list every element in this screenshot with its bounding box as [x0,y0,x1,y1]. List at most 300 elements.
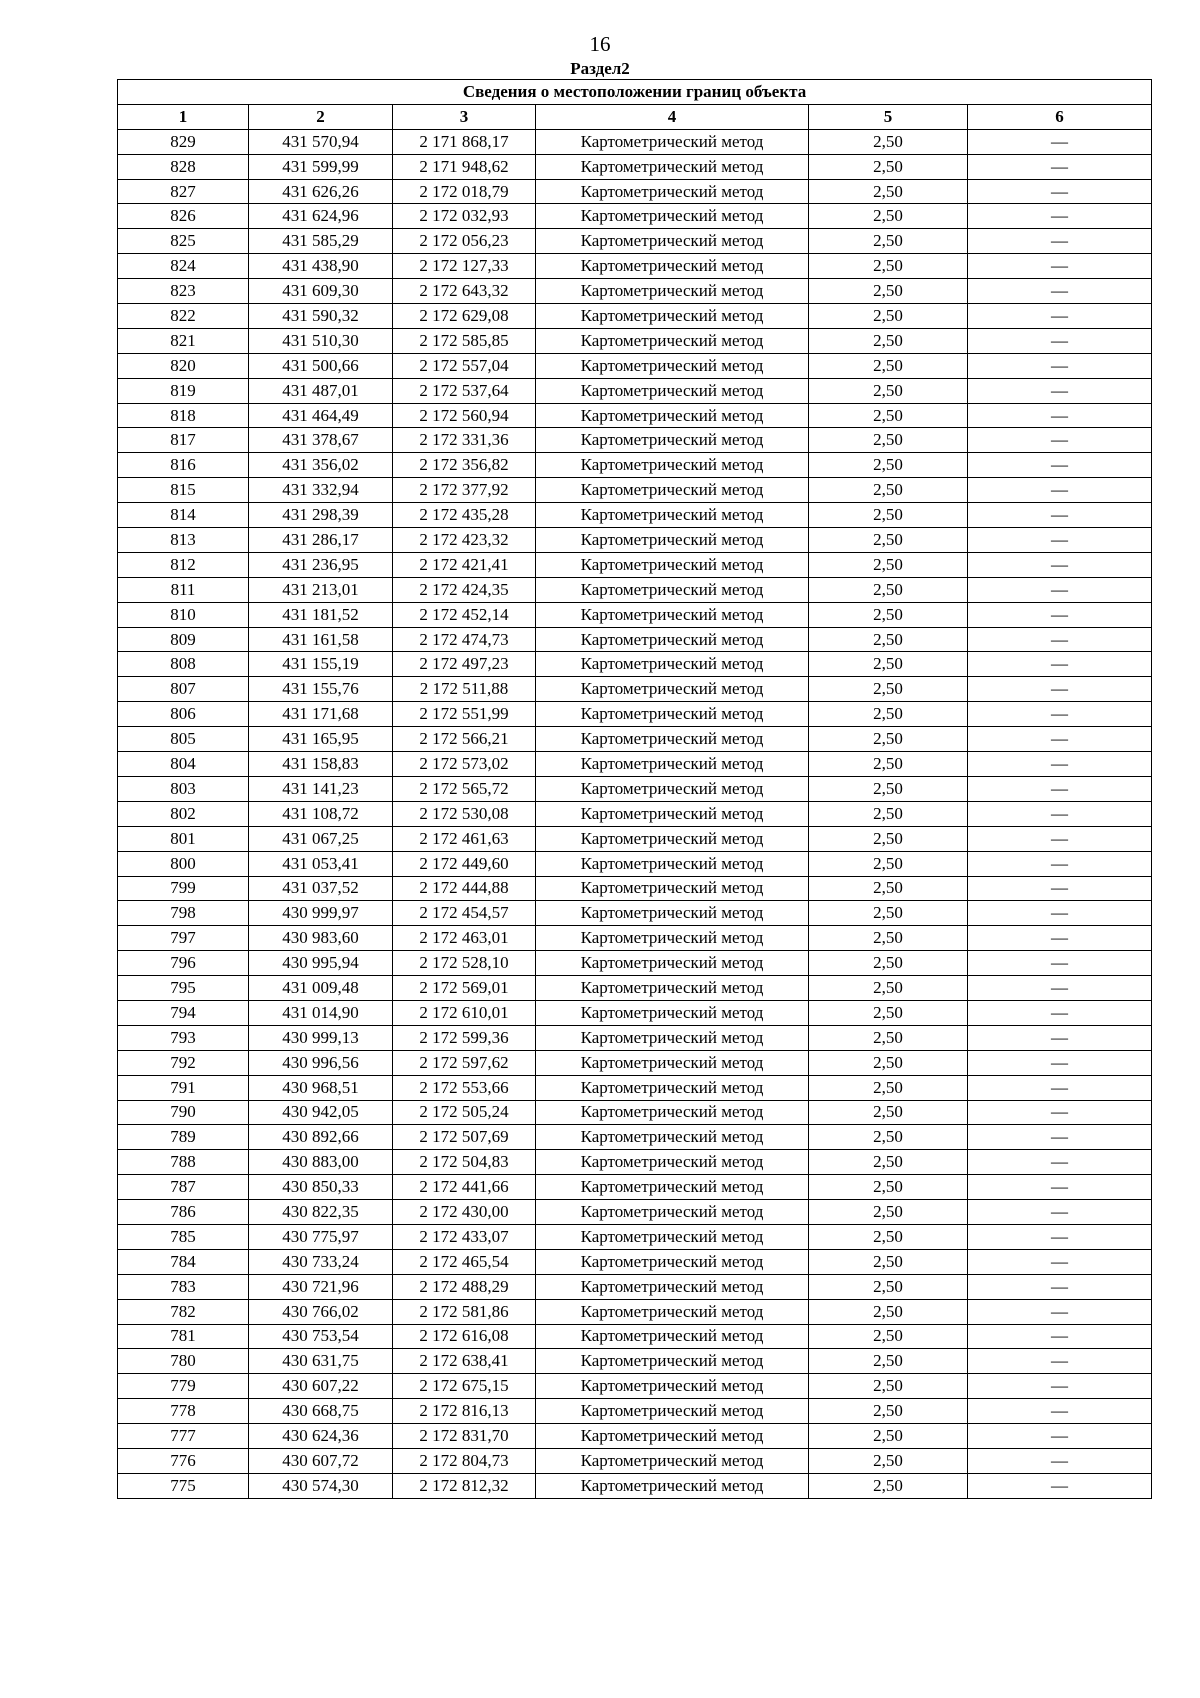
note-cell: — [968,378,1152,403]
method-cell: Картометрический метод [536,876,809,901]
table-row [118,901,1152,926]
table-row [118,702,1152,727]
x-coordinate-cell: 431 626,26 [249,179,393,204]
column-header-1: 1 [118,104,249,129]
table-row [118,1224,1152,1249]
table-row [118,204,1152,229]
point-number-cell: 792 [118,1050,249,1075]
point-number-cell: 827 [118,179,249,204]
accuracy-cell: 2,50 [809,901,968,926]
note-cell: — [968,1274,1152,1299]
y-coordinate-cell: 2 172 488,29 [393,1274,536,1299]
x-coordinate-cell: 431 236,95 [249,552,393,577]
x-coordinate-cell: 431 624,96 [249,204,393,229]
method-cell: Картометрический метод [536,229,809,254]
accuracy-cell: 2,50 [809,403,968,428]
table-row [118,552,1152,577]
table-row [118,1424,1152,1449]
accuracy-cell: 2,50 [809,1100,968,1125]
y-coordinate-cell: 2 172 032,93 [393,204,536,229]
point-number-cell: 786 [118,1200,249,1225]
point-number-cell: 826 [118,204,249,229]
accuracy-cell: 2,50 [809,1150,968,1175]
y-coordinate-cell: 2 172 573,02 [393,752,536,777]
point-number-cell: 780 [118,1349,249,1374]
note-cell: — [968,528,1152,553]
point-number-cell: 808 [118,652,249,677]
point-number-cell: 781 [118,1324,249,1349]
table-row [118,1274,1152,1299]
method-cell: Картометрический метод [536,1150,809,1175]
y-coordinate-cell: 2 172 560,94 [393,403,536,428]
accuracy-cell: 2,50 [809,652,968,677]
point-number-cell: 779 [118,1374,249,1399]
x-coordinate-cell: 430 995,94 [249,951,393,976]
y-coordinate-cell: 2 172 557,04 [393,353,536,378]
accuracy-cell: 2,50 [809,552,968,577]
accuracy-cell: 2,50 [809,154,968,179]
accuracy-cell: 2,50 [809,478,968,503]
y-coordinate-cell: 2 172 643,32 [393,279,536,304]
note-cell: — [968,851,1152,876]
accuracy-cell: 2,50 [809,1374,968,1399]
method-cell: Картометрический метод [536,1424,809,1449]
x-coordinate-cell: 430 766,02 [249,1299,393,1324]
x-coordinate-cell: 431 155,76 [249,677,393,702]
note-cell: — [968,901,1152,926]
table-row [118,851,1152,876]
table-row [118,179,1152,204]
y-coordinate-cell: 2 172 444,88 [393,876,536,901]
note-cell: — [968,1050,1152,1075]
table-row [118,1399,1152,1424]
method-cell: Картометрический метод [536,1200,809,1225]
table-row [118,926,1152,951]
y-coordinate-cell: 2 172 441,66 [393,1175,536,1200]
table-row [118,1200,1152,1225]
method-cell: Картометрический метод [536,304,809,329]
note-cell: — [968,1025,1152,1050]
note-cell: — [968,179,1152,204]
point-number-cell: 797 [118,926,249,951]
note-cell: — [968,229,1152,254]
accuracy-cell: 2,50 [809,304,968,329]
point-number-cell: 816 [118,453,249,478]
note-cell: — [968,1324,1152,1349]
note-cell: — [968,129,1152,154]
y-coordinate-cell: 2 172 463,01 [393,926,536,951]
y-coordinate-cell: 2 172 504,83 [393,1150,536,1175]
y-coordinate-cell: 2 172 585,85 [393,328,536,353]
table-row [118,478,1152,503]
note-cell: — [968,652,1152,677]
point-number-cell: 825 [118,229,249,254]
x-coordinate-cell: 431 298,39 [249,503,393,528]
accuracy-cell: 2,50 [809,1249,968,1274]
y-coordinate-cell: 2 172 616,08 [393,1324,536,1349]
x-coordinate-cell: 431 464,49 [249,403,393,428]
accuracy-cell: 2,50 [809,1025,968,1050]
note-cell: — [968,677,1152,702]
note-cell: — [968,1200,1152,1225]
table-row [118,503,1152,528]
method-cell: Картометрический метод [536,752,809,777]
table-row [118,776,1152,801]
method-cell: Картометрический метод [536,503,809,528]
method-cell: Картометрический метод [536,1025,809,1050]
y-coordinate-cell: 2 172 812,32 [393,1473,536,1498]
x-coordinate-cell: 431 599,99 [249,154,393,179]
y-coordinate-cell: 2 172 530,08 [393,801,536,826]
point-number-cell: 784 [118,1249,249,1274]
x-coordinate-cell: 430 942,05 [249,1100,393,1125]
table-row [118,752,1152,777]
table-row [118,826,1152,851]
table-row [118,876,1152,901]
x-coordinate-cell: 430 607,22 [249,1374,393,1399]
x-coordinate-cell: 431 213,01 [249,577,393,602]
accuracy-cell: 2,50 [809,1200,968,1225]
table-row [118,677,1152,702]
x-coordinate-cell: 430 607,72 [249,1448,393,1473]
column-header-3: 3 [393,104,536,129]
method-cell: Картометрический метод [536,1175,809,1200]
y-coordinate-cell: 2 172 449,60 [393,851,536,876]
table-row [118,1249,1152,1274]
method-cell: Картометрический метод [536,403,809,428]
method-cell: Картометрический метод [536,776,809,801]
point-number-cell: 799 [118,876,249,901]
point-number-cell: 806 [118,702,249,727]
method-cell: Картометрический метод [536,602,809,627]
point-number-cell: 809 [118,627,249,652]
x-coordinate-cell: 431 155,19 [249,652,393,677]
y-coordinate-cell: 2 172 553,66 [393,1075,536,1100]
accuracy-cell: 2,50 [809,627,968,652]
table-row [118,254,1152,279]
note-cell: — [968,727,1152,752]
accuracy-cell: 2,50 [809,577,968,602]
point-number-cell: 785 [118,1224,249,1249]
x-coordinate-cell: 431 161,58 [249,627,393,652]
x-coordinate-cell: 431 141,23 [249,776,393,801]
method-cell: Картометрический метод [536,1050,809,1075]
table-row [118,1125,1152,1150]
method-cell: Картометрический метод [536,528,809,553]
y-coordinate-cell: 2 172 356,82 [393,453,536,478]
note-cell: — [968,826,1152,851]
method-cell: Картометрический метод [536,428,809,453]
accuracy-cell: 2,50 [809,926,968,951]
table-row [118,602,1152,627]
note-cell: — [968,403,1152,428]
note-cell: — [968,1448,1152,1473]
x-coordinate-cell: 430 968,51 [249,1075,393,1100]
x-coordinate-cell: 431 067,25 [249,826,393,851]
note-cell: — [968,1473,1152,1498]
point-number-cell: 782 [118,1299,249,1324]
table-row [118,1025,1152,1050]
table-row [118,577,1152,602]
table-row [118,976,1152,1001]
note-cell: — [968,1224,1152,1249]
note-cell: — [968,951,1152,976]
table-row [118,1299,1152,1324]
y-coordinate-cell: 2 172 565,72 [393,776,536,801]
note-cell: — [968,926,1152,951]
accuracy-cell: 2,50 [809,1000,968,1025]
table-row [118,353,1152,378]
x-coordinate-cell: 431 165,95 [249,727,393,752]
accuracy-cell: 2,50 [809,826,968,851]
method-cell: Картометрический метод [536,702,809,727]
point-number-cell: 789 [118,1125,249,1150]
note-cell: — [968,702,1152,727]
accuracy-cell: 2,50 [809,1424,968,1449]
method-cell: Картометрический метод [536,926,809,951]
method-cell: Картометрический метод [536,1274,809,1299]
method-cell: Картометрический метод [536,179,809,204]
point-number-cell: 819 [118,378,249,403]
accuracy-cell: 2,50 [809,528,968,553]
point-number-cell: 804 [118,752,249,777]
table-row [118,1150,1152,1175]
y-coordinate-cell: 2 172 675,15 [393,1374,536,1399]
y-coordinate-cell: 2 172 537,64 [393,378,536,403]
y-coordinate-cell: 2 172 127,33 [393,254,536,279]
y-coordinate-cell: 2 172 433,07 [393,1224,536,1249]
section-title: Раздел2 [570,59,630,78]
x-coordinate-cell: 430 983,60 [249,926,393,951]
point-number-cell: 817 [118,428,249,453]
point-number-cell: 824 [118,254,249,279]
y-coordinate-cell: 2 172 056,23 [393,229,536,254]
note-cell: — [968,1175,1152,1200]
point-number-cell: 790 [118,1100,249,1125]
accuracy-cell: 2,50 [809,951,968,976]
x-coordinate-cell: 430 996,56 [249,1050,393,1075]
note-cell: — [968,552,1152,577]
method-cell: Картометрический метод [536,129,809,154]
table-row [118,378,1152,403]
method-cell: Картометрический метод [536,254,809,279]
table-body [118,129,1152,1498]
method-cell: Картометрический метод [536,901,809,926]
y-coordinate-cell: 2 172 474,73 [393,627,536,652]
point-number-cell: 807 [118,677,249,702]
note-cell: — [968,602,1152,627]
method-cell: Картометрический метод [536,1399,809,1424]
note-cell: — [968,976,1152,1001]
point-number-cell: 814 [118,503,249,528]
method-cell: Картометрический метод [536,1000,809,1025]
x-coordinate-cell: 430 775,97 [249,1224,393,1249]
table-row [118,727,1152,752]
x-coordinate-cell: 430 733,24 [249,1249,393,1274]
note-cell: — [968,328,1152,353]
y-coordinate-cell: 2 172 638,41 [393,1349,536,1374]
y-coordinate-cell: 2 172 599,36 [393,1025,536,1050]
method-cell: Картометрический метод [536,577,809,602]
x-coordinate-cell: 431 108,72 [249,801,393,826]
note-cell: — [968,503,1152,528]
page-number: 16 [589,32,611,56]
point-number-cell: 815 [118,478,249,503]
y-coordinate-cell: 2 172 018,79 [393,179,536,204]
x-coordinate-cell: 431 570,94 [249,129,393,154]
y-coordinate-cell: 2 172 452,14 [393,602,536,627]
note-cell: — [968,627,1152,652]
method-cell: Картометрический метод [536,1448,809,1473]
y-coordinate-cell: 2 172 423,32 [393,528,536,553]
table-row [118,453,1152,478]
x-coordinate-cell: 431 037,52 [249,876,393,901]
point-number-cell: 829 [118,129,249,154]
accuracy-cell: 2,50 [809,179,968,204]
x-coordinate-cell: 430 883,00 [249,1150,393,1175]
accuracy-cell: 2,50 [809,1399,968,1424]
note-cell: — [968,1075,1152,1100]
accuracy-cell: 2,50 [809,129,968,154]
x-coordinate-cell: 431 014,90 [249,1000,393,1025]
column-header-2: 2 [249,104,393,129]
point-number-cell: 805 [118,727,249,752]
note-cell: — [968,776,1152,801]
method-cell: Картометрический метод [536,677,809,702]
y-coordinate-cell: 2 172 461,63 [393,826,536,851]
x-coordinate-cell: 431 500,66 [249,353,393,378]
method-cell: Картометрический метод [536,353,809,378]
y-coordinate-cell: 2 172 505,24 [393,1100,536,1125]
point-number-cell: 818 [118,403,249,428]
column-header-4: 4 [536,104,809,129]
x-coordinate-cell: 430 753,54 [249,1324,393,1349]
note-cell: — [968,478,1152,503]
table-caption: Сведения о местоположении границ объекта [118,80,1152,105]
y-coordinate-cell: 2 172 421,41 [393,552,536,577]
point-number-cell: 794 [118,1000,249,1025]
point-number-cell: 828 [118,154,249,179]
y-coordinate-cell: 2 172 551,99 [393,702,536,727]
point-number-cell: 798 [118,901,249,926]
accuracy-cell: 2,50 [809,752,968,777]
method-cell: Картометрический метод [536,1224,809,1249]
method-cell: Картометрический метод [536,627,809,652]
point-number-cell: 776 [118,1448,249,1473]
accuracy-cell: 2,50 [809,801,968,826]
y-coordinate-cell: 2 172 569,01 [393,976,536,1001]
method-cell: Картометрический метод [536,453,809,478]
x-coordinate-cell: 430 624,36 [249,1424,393,1449]
accuracy-cell: 2,50 [809,229,968,254]
table-row [118,1050,1152,1075]
point-number-cell: 787 [118,1175,249,1200]
x-coordinate-cell: 431 332,94 [249,478,393,503]
x-coordinate-cell: 431 510,30 [249,328,393,353]
x-coordinate-cell: 431 053,41 [249,851,393,876]
x-coordinate-cell: 431 158,83 [249,752,393,777]
note-cell: — [968,1349,1152,1374]
accuracy-cell: 2,50 [809,876,968,901]
y-coordinate-cell: 2 172 377,92 [393,478,536,503]
accuracy-cell: 2,50 [809,976,968,1001]
point-number-cell: 778 [118,1399,249,1424]
x-coordinate-cell: 431 356,02 [249,453,393,478]
point-number-cell: 801 [118,826,249,851]
x-coordinate-cell: 431 286,17 [249,528,393,553]
point-number-cell: 821 [118,328,249,353]
accuracy-cell: 2,50 [809,1125,968,1150]
note-cell: — [968,752,1152,777]
note-cell: — [968,154,1152,179]
accuracy-cell: 2,50 [809,1324,968,1349]
y-coordinate-cell: 2 172 597,62 [393,1050,536,1075]
note-cell: — [968,1125,1152,1150]
note-cell: — [968,304,1152,329]
x-coordinate-cell: 431 438,90 [249,254,393,279]
table-row [118,1175,1152,1200]
note-cell: — [968,204,1152,229]
x-coordinate-cell: 431 171,68 [249,702,393,727]
method-cell: Картометрический метод [536,801,809,826]
method-cell: Картометрический метод [536,1075,809,1100]
accuracy-cell: 2,50 [809,279,968,304]
point-number-cell: 788 [118,1150,249,1175]
table-row [118,154,1152,179]
accuracy-cell: 2,50 [809,727,968,752]
point-number-cell: 783 [118,1274,249,1299]
point-number-cell: 777 [118,1424,249,1449]
table-row [118,528,1152,553]
x-coordinate-cell: 430 822,35 [249,1200,393,1225]
note-cell: — [968,1399,1152,1424]
note-cell: — [968,1374,1152,1399]
y-coordinate-cell: 2 172 497,23 [393,652,536,677]
note-cell: — [968,254,1152,279]
table-row [118,1000,1152,1025]
accuracy-cell: 2,50 [809,776,968,801]
method-cell: Картометрический метод [536,328,809,353]
method-cell: Картометрический метод [536,1349,809,1374]
table-row [118,1075,1152,1100]
accuracy-cell: 2,50 [809,503,968,528]
point-number-cell: 810 [118,602,249,627]
point-number-cell: 811 [118,577,249,602]
y-coordinate-cell: 2 172 454,57 [393,901,536,926]
x-coordinate-cell: 431 009,48 [249,976,393,1001]
y-coordinate-cell: 2 172 816,13 [393,1399,536,1424]
point-number-cell: 823 [118,279,249,304]
point-number-cell: 775 [118,1473,249,1498]
point-number-cell: 813 [118,528,249,553]
accuracy-cell: 2,50 [809,1299,968,1324]
table-row [118,1448,1152,1473]
x-coordinate-cell: 431 590,32 [249,304,393,329]
x-coordinate-cell: 431 585,29 [249,229,393,254]
accuracy-cell: 2,50 [809,702,968,727]
x-coordinate-cell: 430 668,75 [249,1399,393,1424]
note-cell: — [968,1150,1152,1175]
y-coordinate-cell: 2 172 507,69 [393,1125,536,1150]
point-number-cell: 793 [118,1025,249,1050]
table-row [118,1349,1152,1374]
x-coordinate-cell: 430 892,66 [249,1125,393,1150]
point-number-cell: 795 [118,976,249,1001]
accuracy-cell: 2,50 [809,428,968,453]
method-cell: Картометрический метод [536,1100,809,1125]
accuracy-cell: 2,50 [809,677,968,702]
accuracy-cell: 2,50 [809,378,968,403]
